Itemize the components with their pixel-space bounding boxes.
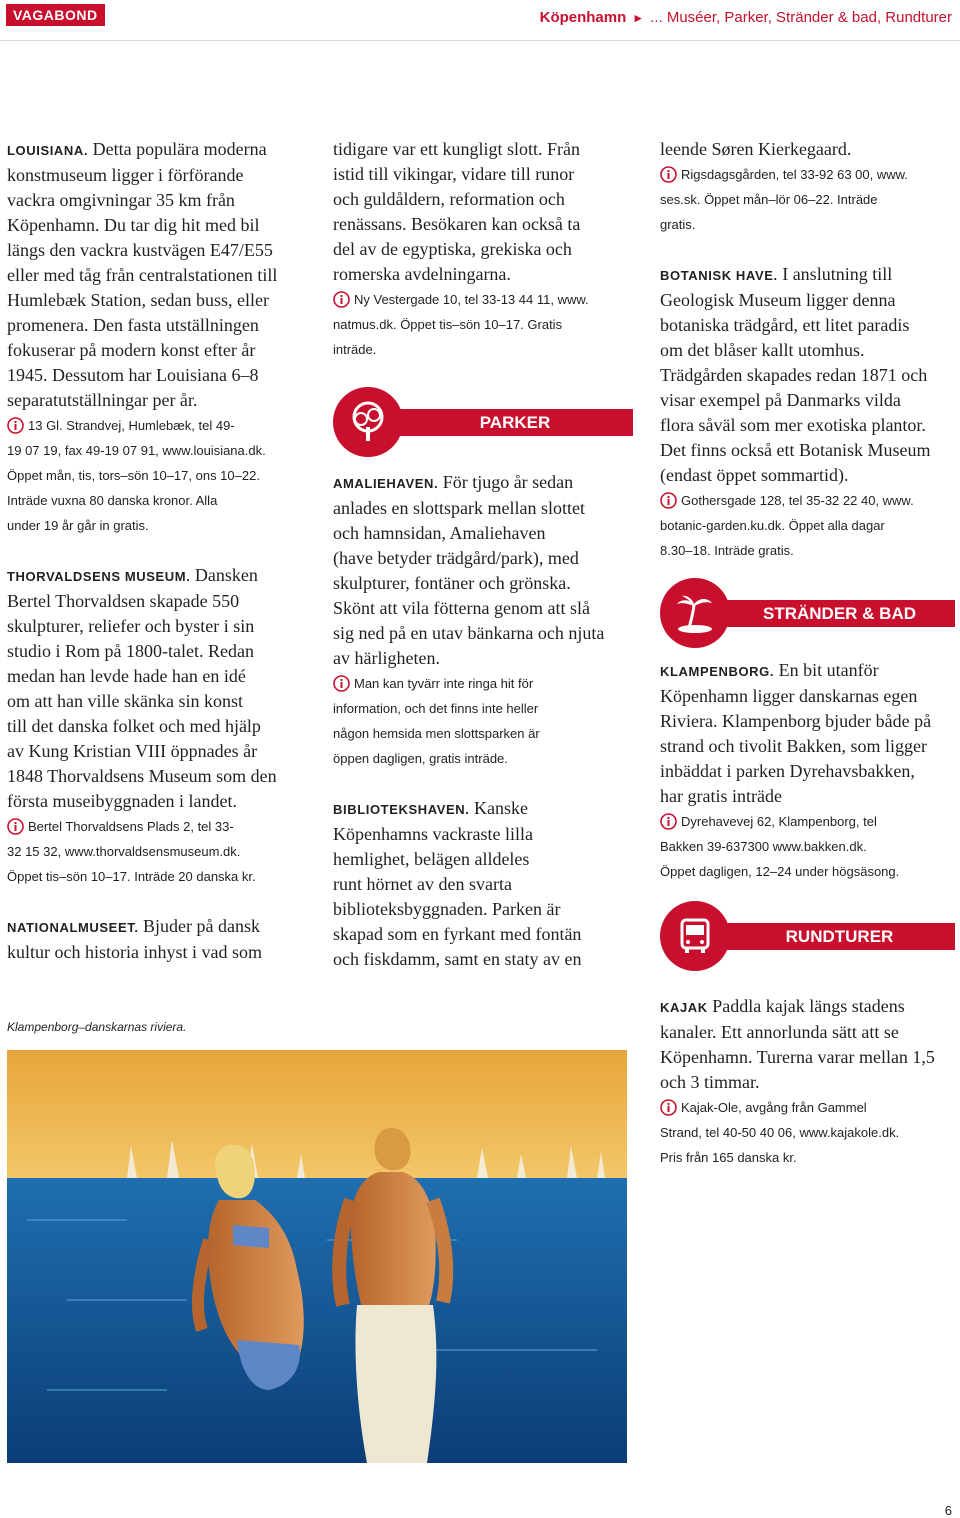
kajak-heading: KAJAK	[660, 1000, 708, 1015]
header-divider	[0, 40, 960, 41]
klampenborg-text: KLAMPENBORG. En bit utanför Köpenhamn ligger danskarnas egen Riviera. Klampenborg bjuder både på strand och tivolit Bakken, som ligger inbäddat i parken Dyrehavsbakken, har gratis inträde	[660, 660, 932, 806]
breadcrumb-arrow-icon: ►	[632, 11, 645, 25]
thorvaldsen-text: THORVALDSENS MUSEUM. Dansken Bertel Thorvaldsen skapade 550 skulpturer, reliefer och byster i sin studio i Rom på 1800-talet. Redan medan han levde hade han en idé om att han ville skänka sin konst till det danska folket och med hjälp av Kung Kristian VIII öppnades år 1848 Thorvaldsens Museum som den första museibyggnaden i landet.	[7, 565, 277, 811]
klampenborg-info: Dyrehavevej 62, Klampenborg, tel Bakken 39-637300 www.bakken.dk. Öppet dagligen, 12–24 under högsäsong.	[660, 814, 900, 879]
info-icon	[660, 166, 677, 183]
botanisk-info: Gothersgade 128, tel 35-32 22 40, www. botanic-garden.ku.dk. Öppet alla dagar 8.30–18. Inträde gratis.	[660, 493, 914, 558]
breadcrumb-trail[interactable]: ... Muséer, Parker, Stränder & bad, Rundturer	[650, 9, 952, 26]
bibliotekshaven-info: Rigsdagsgården, tel 33-92 63 00, www. ses.sk. Öppet mån–lör 06–22. Inträde gratis.	[660, 167, 908, 232]
rundturer-label: RUNDTURER	[724, 923, 955, 950]
klampenborg-heading: KLAMPENBORG.	[660, 664, 775, 679]
photo-caption: Klampenborg–danskarnas riviera.	[7, 1020, 187, 1034]
amaliehaven-info: Man kan tyvärr inte ringa hit för information, och det finns inte heller någon hemsida men slottsparken är öppen dagligen, gratis inträde.	[333, 676, 540, 766]
louisiana-info: 13 Gl. Strandvej, Humlebæk, tel 49- 19 07 19, fax 49-19 07 91, www.louisiana.dk. Öppet mån, tis, tors–sön 10–17, ons 10–22. Inträde vuxna 80 danska kronor. Alla under 19 år går in gratis.	[7, 418, 266, 533]
column-3	[660, 137, 955, 1170]
thorvaldsen-info: Bertel Thorvaldsens Plads 2, tel 33- 32 15 32, www.thorvaldsensmuseum.dk. Öppet tis–sön 10–17. Inträde 20 danska kr.	[7, 819, 256, 884]
nationalmuseet-info: Ny Vestergade 10, tel 33-13 44 11, www. natmus.dk. Öppet tis–sön 10–17. Gratis inträde.	[333, 292, 589, 357]
tree-icon	[333, 387, 403, 457]
info-icon	[7, 818, 24, 835]
beach-photo	[7, 1050, 627, 1463]
column-2	[333, 137, 633, 972]
breadcrumb-city[interactable]: Köpenhamn	[539, 9, 627, 26]
amaliehaven-heading: AMALIEHAVEN.	[333, 476, 439, 491]
nationalmuseet-continued: tidigare var ett kungligt slott. Från istid till vikingar, vidare till runor och guldåldern, reformation och renässans. Besökaren kan också ta del av de egyptiska, grekiska och romerska avdelningarna.	[333, 139, 581, 284]
palm-island-icon	[660, 578, 730, 648]
page-number: 6	[944, 1503, 952, 1518]
louisiana-heading: LOUISIANA.	[7, 143, 89, 158]
breadcrumb	[540, 9, 952, 26]
nationalmuseet-heading: NATIONALMUSEET.	[7, 920, 139, 935]
info-icon	[333, 675, 350, 692]
column-1	[7, 137, 307, 965]
info-icon	[660, 813, 677, 830]
kajak-info: Kajak-Ole, avgång från Gammel Strand, tel 40-50 40 06, www.kajakole.dk. Pris från 165 danska kr.	[660, 1100, 900, 1165]
botanisk-text: BOTANISK HAVE. I anslutning till Geologisk Museum ligger denna botaniska trädgård, ett litet paradis om det blåser kallt utomhus. Trädgården skapades redan 1871 och visar exempel på Danmarks vilda flora såväl som mer exotiska plantor. Det finns också ett Botanisk Museum (endast öppet sommartid).	[660, 264, 931, 485]
page-header	[0, 0, 960, 40]
botanisk-heading: BOTANISK HAVE.	[660, 268, 778, 283]
nationalmuseet-text: NATIONALMUSEET. Bjuder på dansk kultur och historia inhyst i vad som	[7, 916, 262, 962]
thorvaldsen-heading: THORVALDSENS MUSEUM.	[7, 569, 191, 584]
kajak-text: KAJAK Paddla kajak längs stadens kanaler. Ett annorlunda sätt att se Köpenhamn. Turerna varar mellan 1,5 och 3 timmar.	[660, 996, 935, 1092]
strander-section-header	[660, 573, 955, 653]
info-icon	[333, 291, 350, 308]
bus-icon	[660, 901, 730, 971]
rundturer-section-header	[660, 896, 955, 976]
amaliehaven-text: AMALIEHAVEN. För tjugo år sedan anlades en slottspark mellan slottet och hamnsidan, Amaliehaven (have betyder trädgård/park), med skulpturer, fontäner och grönska. Skönt att vila fötterna genom att slå sig ned på en utav bänkarna och njuta av härligheten.	[333, 472, 605, 668]
bibliotekshaven-continued: leende Søren Kierkegaard.	[660, 139, 852, 159]
parker-label: PARKER	[397, 409, 633, 436]
bibliotekshaven-heading: BIBLIOTEKSHAVEN.	[333, 802, 470, 817]
bibliotekshaven-text: BIBLIOTEKSHAVEN. Kanske Köpenhamns vackraste lilla hemlighet, belägen alldeles runt hörnet av den svarta biblioteksbyggnaden. Parken är skapad som en fyrkant med fontän och fiskdamm, samt en staty av en	[333, 798, 582, 969]
info-icon	[660, 1099, 677, 1116]
louisiana-text: LOUISIANA. Detta populära moderna konstmuseum ligger i förförande vackra omgivningar 35 km från Köpenhamn. Du tar dig hit med bil längs den vackra kustvägen E47/E55 eller med tåg från centralstationen till Humlebæk Station, sedan buss, eller promenera. Den fasta utställningen fokuserar på modern konst efter år 1945. Dessutom har Louisiana 6–8 separatutställningar per år.	[7, 139, 278, 410]
info-icon	[7, 417, 24, 434]
vagabond-logo: VAGABOND	[6, 4, 105, 26]
info-icon	[660, 492, 677, 509]
parker-section-header	[333, 382, 633, 462]
strander-label: STRÄNDER & BAD	[724, 600, 955, 627]
